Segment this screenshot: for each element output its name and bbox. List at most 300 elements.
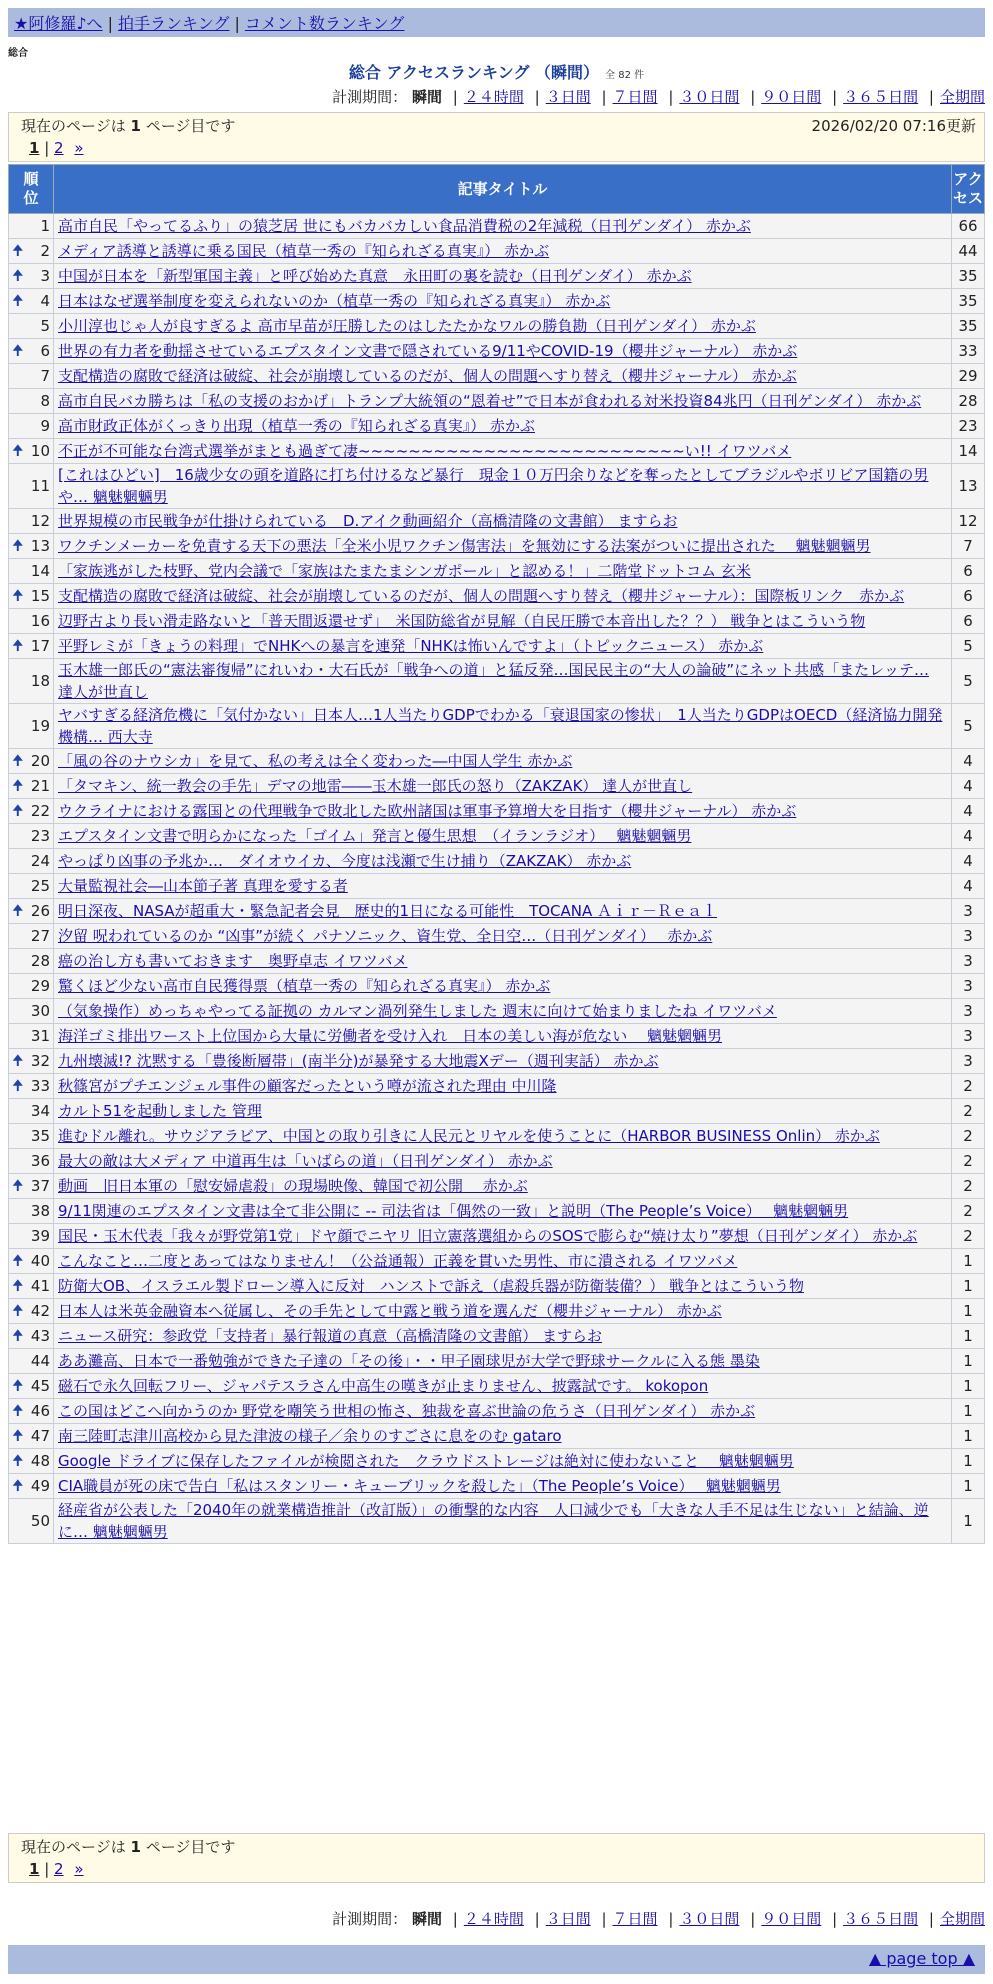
nav-link-clap-ranking[interactable]: 拍手ランキング	[117, 14, 230, 33]
title-cell	[54, 749, 952, 774]
table-row	[9, 239, 985, 264]
pager-page-2[interactable]: 2	[54, 139, 64, 157]
article-link[interactable]: 南三陸町志津川高校から見た津波の様子／余りのすごさに息をのむ gataro	[58, 1427, 562, 1445]
rank-cell	[9, 214, 54, 239]
access-count: 35	[952, 264, 985, 289]
title-cell	[54, 339, 952, 364]
article-link[interactable]: Google ドライブに保存したファイルが検閲された クラウドストレージは絶対に使わないこと 魑魅魍魎男	[58, 1452, 794, 1470]
rank-number: 41	[30, 1277, 50, 1295]
rank-number: 37	[30, 1177, 50, 1195]
rank-up-arrow-icon: 🠉	[12, 803, 24, 819]
period-link-30d[interactable]: ３０日間	[679, 88, 740, 106]
title-cell	[54, 704, 952, 749]
table-row	[9, 1124, 985, 1149]
title-cell	[54, 1499, 952, 1544]
access-count: 7	[952, 534, 985, 559]
access-count: 2	[952, 1149, 985, 1174]
table-row	[9, 464, 985, 509]
title-cell	[54, 389, 952, 414]
access-count: 35	[952, 314, 985, 339]
article-link[interactable]: 世界の有力者を動揺させているエプスタイン文書で隠されている9/11やCOVID-19（櫻井ジャーナル） 赤かぶ	[58, 342, 798, 360]
access-count: 3	[952, 1049, 985, 1074]
table-row	[9, 1049, 985, 1074]
title-cell	[54, 1424, 952, 1449]
nav-separator: |	[234, 14, 240, 33]
article-link[interactable]: 国民・玉木代表「我々が野党第1党」ドヤ顔でニヤリ 旧立憲落選組からのSOSで膨らむ“焼け太り”夢想（日刊ゲンダイ） 赤かぶ	[58, 1227, 918, 1245]
rank-cell	[9, 774, 54, 799]
table-row	[9, 999, 985, 1024]
table-row	[9, 1199, 985, 1224]
article-link[interactable]: カルト51を起動しました 管理	[58, 1102, 262, 1120]
rank-up-arrow-icon: 🠉	[12, 1278, 24, 1294]
article-link[interactable]: メディア誘導と誘導に乗る国民（植草一秀の『知られざる真実』） 赤かぶ	[58, 242, 550, 260]
rank-cell	[9, 289, 54, 314]
access-count: 5	[952, 659, 985, 704]
title-cell	[54, 1049, 952, 1074]
rank-number: 36	[30, 1152, 50, 1170]
rank-number: 35	[30, 1127, 50, 1145]
table-row	[9, 1224, 985, 1249]
period-link-7d[interactable]: ７日間	[612, 88, 658, 106]
title-cell	[54, 264, 952, 289]
article-link[interactable]: 「タマキン、統一教会の手先」デマの地雷――玉木雄一郎氏の怒り（ZAKZAK） 達人が世直し	[58, 777, 693, 795]
access-count: 1	[952, 1449, 985, 1474]
access-count: 4	[952, 849, 985, 874]
access-count: 3	[952, 899, 985, 924]
article-link[interactable]: こんなこと…二度とあってはなりません！（公益通報）正義を貫いた男性、市に潰される イワツバメ	[58, 1252, 738, 1270]
nav-separator: |	[107, 14, 113, 33]
title-cell	[54, 1324, 952, 1349]
rank-number: 27	[30, 927, 50, 945]
period-link-3d[interactable]: ３日間	[545, 1910, 591, 1928]
rank-number: 30	[30, 1002, 50, 1020]
rank-number: 1	[40, 217, 50, 235]
title-cell	[54, 1074, 952, 1099]
rank-cell	[9, 949, 54, 974]
rank-up-arrow-icon: 🠉	[12, 753, 24, 769]
table-row	[9, 634, 985, 659]
rank-cell	[9, 874, 54, 899]
access-count: 3	[952, 1024, 985, 1049]
rank-up-arrow-icon: 🠉	[12, 1478, 24, 1494]
title-cell	[54, 999, 952, 1024]
rank-up-arrow-icon: 🠉	[12, 268, 24, 284]
rank-up-arrow-icon: 🠉	[12, 1328, 24, 1344]
access-count: 1	[952, 1374, 985, 1399]
rank-number: 14	[30, 562, 50, 580]
rank-number: 25	[30, 877, 50, 895]
rank-cell	[9, 264, 54, 289]
article-link[interactable]: やっぱり凶事の予兆か… ダイオウイカ、今度は浅瀬で生け捕り（ZAKZAK） 赤かぶ	[58, 852, 632, 870]
table-row	[9, 1149, 985, 1174]
access-count: 1	[952, 1349, 985, 1374]
article-link[interactable]: エプスタイン文書で明らかになった「ゴイム」発言と優生思想 （イランラジオ） 魑魅魍魎男	[58, 827, 692, 845]
title-cell	[54, 1374, 952, 1399]
article-link[interactable]: 高市自民バカ勝ちは「私の支援のおかげ」トランプ大統領の“恩着せ”で日本が食われる対米投資84兆円（日刊ゲンダイ） 赤かぶ	[58, 392, 922, 410]
access-count: 66	[952, 214, 985, 239]
period-link-24h[interactable]: ２４時間	[463, 1910, 524, 1928]
table-row	[9, 1099, 985, 1124]
rank-number: 46	[30, 1402, 50, 1420]
article-link[interactable]: 海洋ゴミ排出ワースト上位国から大量に労働者を受け入れ 日本の美しい海が危ない 魑魅魍魎男	[58, 1027, 723, 1045]
article-link[interactable]: ヤバすぎる経済危機に「気付かない」日本人…1人当たりGDPでわかる「衰退国家の惨状」 1人当たりGDPはOECD（経済協力開発機構… 西大寺	[58, 706, 943, 746]
nav-link-comment-ranking[interactable]: コメント数ランキング	[244, 14, 405, 33]
article-link[interactable]: 汐留 呪われているのか “凶事”が続く パナソニック、資生党、全日空…（日刊ゲンダイ） 赤かぶ	[58, 927, 713, 945]
access-count: 1	[952, 1499, 985, 1544]
article-link[interactable]: 「風の谷のナウシカ」を見て、私の考えは全く変わった―中国人学生 赤かぶ	[58, 752, 573, 770]
access-count: 3	[952, 924, 985, 949]
access-count: 13	[952, 464, 985, 509]
rank-number: 43	[30, 1327, 50, 1345]
period-link-24h[interactable]: ２４時間	[463, 88, 524, 106]
table-row	[9, 289, 985, 314]
rank-cell	[9, 1274, 54, 1299]
article-link[interactable]: 防衛大OB、イスラエル製ドローン導入に反対 ハンストで訴え（虐殺兵器が防衛装備？） 戦争とはこういう物	[58, 1277, 804, 1295]
period-label: 計測期間：	[332, 88, 408, 106]
col-access: アクセス	[952, 165, 985, 214]
col-rank: 順位	[9, 165, 54, 214]
article-link[interactable]: 最大の敵は大メディア 中道再生は「いばらの道」（日刊ゲンダイ） 赤かぶ	[58, 1152, 553, 1170]
pager-next[interactable]: »	[74, 1860, 84, 1878]
title-cell	[54, 1449, 952, 1474]
title-cell	[54, 1174, 952, 1199]
table-row	[9, 874, 985, 899]
access-count: 4	[952, 874, 985, 899]
access-count: 1	[952, 1399, 985, 1424]
period-selector-bottom: 計測期間： 瞬間 | ２４時間 | ３日間 | ７日間 | ３０日間 | ９０日間 | ３６５日間 | 全期間	[332, 1910, 985, 1928]
table-row	[9, 314, 985, 339]
ranking-table	[8, 164, 985, 1544]
rank-number: 12	[30, 512, 50, 530]
breadcrumb: 総合	[8, 48, 28, 59]
title-cell	[54, 509, 952, 534]
article-link[interactable]: [これはひどい] 16歳少女の頭を道路に打ち付けるなど暴行 現金１０万円余りなどを奪ったとしてブラジルやボリビア国籍の男や… 魑魅魍魎男	[58, 466, 929, 506]
rank-up-arrow-icon: 🠉	[12, 293, 24, 309]
article-link[interactable]: 玉木雄一郎氏の“憲法審復帰”にれいわ・大石氏が「戦争への道」と猛反発…国民民主の“大人の論破”にネット共感「またレッテ… 達人が世直し	[58, 661, 929, 701]
article-link[interactable]: 動画 旧日本軍の「慰安婦虐殺」の現場映像、韓国で初公開 赤かぶ	[58, 1177, 528, 1195]
table-row	[9, 974, 985, 999]
table-row	[9, 899, 985, 924]
rank-cell	[9, 1399, 54, 1424]
access-count: 1	[952, 1324, 985, 1349]
rank-cell	[9, 1224, 54, 1249]
title-cell	[54, 1149, 952, 1174]
article-link[interactable]: ワクチンメーカーを免責する天下の悪法「全米小児ワクチン傷害法」を無効にする法案がついに提出された 魑魅魍魎男	[58, 537, 871, 555]
rank-cell	[9, 1174, 54, 1199]
rank-cell	[9, 609, 54, 634]
article-link[interactable]: この国はどこへ向かうのか 野党を嘲笑う世相の怖さ、独裁を喜ぶ世論の危うさ（日刊ゲンダイ） 赤かぶ	[58, 1402, 756, 1420]
rank-up-arrow-icon: 🠉	[12, 443, 24, 459]
access-count: 28	[952, 389, 985, 414]
article-link[interactable]: 中国が日本を「新型軍国主義」と呼び始めた真意 永田町の裏を読む（日刊ゲンダイ） 赤かぶ	[58, 267, 692, 285]
article-link[interactable]: 明日深夜、NASAが超重大・緊急記者会見 歴史的1日になる可能性 TOCANA Ａｉｒ－Ｒｅａｌ	[58, 902, 718, 920]
rank-up-arrow-icon: 🠉	[12, 1078, 24, 1094]
article-link[interactable]: 9/11関連のエプスタイン文書は全て非公開に -- 司法省は「偶然の一致」と説明（The People’s Voice） 魑魅魍魎男	[58, 1202, 849, 1220]
page-info-top: 現在のページは 1 ページ目です 2026/02/20 07:16更新 1 | 2 »	[8, 112, 985, 162]
article-link[interactable]: 支配構造の腐敗で経済は破綻、社会が崩壊しているのだが、個人の問題へすり替え（櫻井ジャーナル） 赤かぶ	[58, 367, 797, 385]
period-link-all[interactable]: 全期間	[939, 88, 985, 106]
rank-cell	[9, 389, 54, 414]
title-cell	[54, 1399, 952, 1424]
access-count: 6	[952, 609, 985, 634]
table-row	[9, 1299, 985, 1324]
rank-cell	[9, 659, 54, 704]
article-link[interactable]: CIA職員が死の床で告白「私はスタンリー・キューブリックを殺した」（The People’s Voice） 魑魅魍魎男	[58, 1477, 781, 1495]
table-row	[9, 1324, 985, 1349]
rank-cell	[9, 849, 54, 874]
rank-up-arrow-icon: 🠉	[12, 903, 24, 919]
title-cell	[54, 289, 952, 314]
rank-up-arrow-icon: 🠉	[12, 588, 24, 604]
article-link[interactable]: 高市財政正体がくっきり出現（植草一秀の『知られざる真実』） 赤かぶ	[58, 417, 535, 435]
rank-cell	[9, 634, 54, 659]
article-link[interactable]: 大量監視社会―山本節子著 真理を愛する者	[58, 877, 348, 895]
table-row	[9, 364, 985, 389]
rank-cell	[9, 559, 54, 584]
article-link[interactable]: 九州壊滅!? 沈黙する「豊後断層帯」(南半分)が暴発する大地震Xデー（週刊実話） 赤かぶ	[58, 1052, 659, 1070]
rank-cell	[9, 704, 54, 749]
title-cell	[54, 799, 952, 824]
rank-number: 10	[30, 442, 50, 460]
period-link-all[interactable]: 全期間	[939, 1910, 985, 1928]
col-title: 記事タイトル	[54, 165, 952, 214]
rank-up-arrow-icon: 🠉	[12, 1178, 24, 1194]
article-link[interactable]: 進むドル離れ。サウジアラビア、中国との取り引きに人民元とリヤルを使うことに（HARBOR BUSINESS Onlin） 赤かぶ	[58, 1127, 880, 1145]
title-cell	[54, 1299, 952, 1324]
article-link[interactable]: 癌の治し方も書いておきます 奥野卓志 イワツバメ	[58, 952, 408, 970]
pager-bottom: 1 | 2 »	[29, 1860, 84, 1878]
title-cell	[54, 584, 952, 609]
rank-number: 2	[40, 242, 50, 260]
period-link-365d[interactable]: ３６５日間	[843, 1910, 919, 1928]
article-link[interactable]: 磁石で永久回転フリー、ジャパテスラさん中高生の嘆きが止まりません、披露試です。 kokopon	[58, 1377, 709, 1395]
ranking-title: 総合 アクセスランキング （瞬間）	[348, 63, 600, 82]
rank-number: 40	[30, 1252, 50, 1270]
title-cell	[54, 559, 952, 584]
rank-cell	[9, 924, 54, 949]
table-row	[9, 1374, 985, 1399]
pager-page-2[interactable]: 2	[54, 1860, 64, 1878]
table-row	[9, 609, 985, 634]
rank-up-arrow-icon: 🠉	[12, 638, 24, 654]
rank-cell	[9, 799, 54, 824]
rank-cell	[9, 749, 54, 774]
rank-up-arrow-icon: 🠉	[12, 1053, 24, 1069]
access-count: 6	[952, 559, 985, 584]
pager-next[interactable]: »	[74, 139, 84, 157]
rank-number: 33	[30, 1077, 50, 1095]
rank-number: 49	[30, 1477, 50, 1495]
article-link[interactable]: 日本はなぜ選挙制度を変えられないのか（植草一秀の『知られざる真実』） 赤かぶ	[58, 292, 611, 310]
top-nav-bar	[8, 8, 985, 37]
article-link[interactable]: 日本人は米英金融資本へ従属し、その手先として中露と戦う道を選んだ（櫻井ジャーナル） 赤かぶ	[58, 1302, 722, 1320]
article-link[interactable]: （気象操作）めっちゃやってる証拠の カルマン渦列発生しました 週末に向けて始まりましたね イワツバメ	[58, 1002, 777, 1020]
access-count: 23	[952, 414, 985, 439]
title-cell	[54, 874, 952, 899]
access-count: 5	[952, 634, 985, 659]
rank-number: 8	[40, 392, 50, 410]
title-cell	[54, 1274, 952, 1299]
rank-cell	[9, 1424, 54, 1449]
rank-cell	[9, 1049, 54, 1074]
page-top-link[interactable]: ▲ page top ▲	[868, 1949, 975, 1968]
table-row	[9, 924, 985, 949]
period-current: 瞬間	[411, 88, 442, 106]
rank-number: 21	[30, 777, 50, 795]
rank-cell	[9, 1324, 54, 1349]
table-row	[9, 1474, 985, 1499]
title-cell	[54, 924, 952, 949]
rank-number: 44	[30, 1352, 50, 1370]
article-link[interactable]: 高市自民「やってるふり」の猿芝居 世にもバカバカしい食品消費税の2年減税（日刊ゲンダイ） 赤かぶ	[58, 217, 751, 235]
table-row	[9, 1274, 985, 1299]
access-count: 29	[952, 364, 985, 389]
updated-timestamp: 2026/02/20 07:16更新	[811, 117, 976, 135]
rank-number: 47	[30, 1427, 50, 1445]
rank-cell	[9, 1249, 54, 1274]
title-cell	[54, 1249, 952, 1274]
rank-number: 45	[30, 1377, 50, 1395]
table-row	[9, 774, 985, 799]
period-link-3d[interactable]: ３日間	[545, 88, 591, 106]
rank-cell	[9, 899, 54, 924]
table-row	[9, 799, 985, 824]
rank-cell	[9, 1199, 54, 1224]
period-link-7d[interactable]: ７日間	[612, 1910, 658, 1928]
access-count: 33	[952, 339, 985, 364]
rank-number: 3	[40, 267, 50, 285]
table-row	[9, 1174, 985, 1199]
article-link[interactable]: 経産省が公表した「2040年の就業構造推計（改訂版）」の衝撃的な内容 人口減少でも「大きな人手不足は生じない」と結論、逆に… 魑魅魍魎男	[58, 1501, 929, 1541]
rank-number: 42	[30, 1302, 50, 1320]
article-link[interactable]: 驚くほど少ない高市自民獲得票（植草一秀の『知られざる真実』） 赤かぶ	[58, 977, 551, 995]
page-title	[0, 60, 993, 83]
access-count: 2	[952, 1124, 985, 1149]
article-link[interactable]: 平野レミが「きょうの料理」でNHKへの暴言を連発「NHKは怖いんですよ」（トピックニュース） 赤かぶ	[58, 637, 764, 655]
period-link-90d[interactable]: ９０日間	[761, 88, 822, 106]
rank-number: 28	[30, 952, 50, 970]
access-count: 5	[952, 704, 985, 749]
period-link-365d[interactable]: ３６５日間	[843, 88, 919, 106]
rank-number: 48	[30, 1452, 50, 1470]
title-cell	[54, 414, 952, 439]
rank-cell	[9, 364, 54, 389]
access-count: 1	[952, 1299, 985, 1324]
rank-number: 5	[40, 317, 50, 335]
rank-up-arrow-icon: 🠉	[12, 538, 24, 554]
title-cell	[54, 239, 952, 264]
article-link[interactable]: ニュース研究：参政党「支持者」暴行報道の真意（高橋清隆の文書館） ますらお	[58, 1327, 603, 1345]
rank-cell	[9, 1124, 54, 1149]
article-link[interactable]: 世界規模の市民戦争が仕掛けられている D.アイク動画紹介（高橋清隆の文書館） ますらお	[58, 512, 678, 530]
article-link[interactable]: ああ灘高、日本で一番勉強ができた子達の「その後」・・甲子園球児が大学で野球サークルに入る態 墨染	[58, 1352, 760, 1370]
rank-number: 32	[30, 1052, 50, 1070]
table-row	[9, 1399, 985, 1424]
title-cell	[54, 1124, 952, 1149]
rank-number: 22	[30, 802, 50, 820]
access-count: 4	[952, 799, 985, 824]
table-row	[9, 214, 985, 239]
access-count: 1	[952, 1249, 985, 1274]
rank-number: 15	[30, 587, 50, 605]
rank-cell	[9, 974, 54, 999]
article-link[interactable]: 辺野古より長い滑走路ないと「普天間返還せず」 米国防総省が見解（自民圧勝で本音出した？？） 戦争とはこういう物	[58, 612, 866, 630]
rank-up-arrow-icon: 🠉	[12, 1453, 24, 1469]
period-link-90d[interactable]: ９０日間	[761, 1910, 822, 1928]
rank-cell	[9, 1074, 54, 1099]
table-row	[9, 414, 985, 439]
access-count: 6	[952, 584, 985, 609]
table-row	[9, 439, 985, 464]
rank-number: 29	[30, 977, 50, 995]
rank-number: 17	[30, 637, 50, 655]
title-cell	[54, 949, 952, 974]
rank-number: 11	[30, 477, 50, 495]
rank-number: 26	[30, 902, 50, 920]
access-count: 4	[952, 824, 985, 849]
pager: 1 | 2 »	[29, 139, 84, 157]
title-cell	[54, 1199, 952, 1224]
rank-cell	[9, 534, 54, 559]
title-cell	[54, 1224, 952, 1249]
page-info-bottom: 現在のページは 1 ページ目です 1 | 2 »	[8, 1833, 985, 1883]
period-selector-top: 計測期間： 瞬間 | ２４時間 | ３日間 | ７日間 | ３０日間 | ９０日間 | ３６５日間 | 全期間	[332, 88, 985, 106]
rank-up-arrow-icon: 🠉	[12, 778, 24, 794]
article-link[interactable]: ウクライナにおける露国との代理戦争で敗北した欧州諸国は軍事予算増大を目指す（櫻井ジャーナル） 赤かぶ	[58, 802, 797, 820]
title-cell	[54, 634, 952, 659]
title-cell	[54, 214, 952, 239]
rank-cell	[9, 584, 54, 609]
rank-number: 39	[30, 1227, 50, 1245]
access-count: 14	[952, 439, 985, 464]
table-row	[9, 704, 985, 749]
access-count: 12	[952, 509, 985, 534]
rank-number: 31	[30, 1027, 50, 1045]
pager-current: 1	[29, 139, 40, 157]
title-cell	[54, 364, 952, 389]
nav-link-asyura-home[interactable]: ★阿修羅♪へ	[14, 14, 103, 33]
rank-cell	[9, 314, 54, 339]
access-count: 3	[952, 949, 985, 974]
rank-cell	[9, 1349, 54, 1374]
rank-number: 4	[40, 292, 50, 310]
article-link[interactable]: 「家族逃がした枝野、党内会議で「家族はたまたまシンガポール」と認める！」二階堂ドットコム 玄米	[58, 562, 751, 580]
title-cell	[54, 1024, 952, 1049]
table-row	[9, 389, 985, 414]
table-row	[9, 509, 985, 534]
table-row	[9, 1499, 985, 1544]
rank-cell	[9, 1499, 54, 1544]
rank-up-arrow-icon: 🠉	[12, 1378, 24, 1394]
title-cell	[54, 849, 952, 874]
rank-cell	[9, 439, 54, 464]
rank-number: 23	[30, 827, 50, 845]
access-count: 1	[952, 1424, 985, 1449]
article-link[interactable]: 不正が不可能な台湾式選挙がまとも過ぎて凄~~~~~~~~~~~~~~~~~~~~~~~~~~い!! イワツバメ	[58, 442, 792, 460]
table-row	[9, 1424, 985, 1449]
access-count: 1	[952, 1274, 985, 1299]
table-row	[9, 264, 985, 289]
rank-number: 24	[30, 852, 50, 870]
title-cell	[54, 1349, 952, 1374]
article-link[interactable]: 小川淳也じゃ人が良すぎるよ 高市早苗が圧勝したのはしたたかなワルの勝負勘（日刊ゲンダイ） 赤かぶ	[58, 317, 756, 335]
access-count: 4	[952, 749, 985, 774]
period-link-30d[interactable]: ３０日間	[679, 1910, 740, 1928]
rank-cell	[9, 1099, 54, 1124]
article-link[interactable]: 秋篠宮がプチエンジェル事件の顧客だったという噂が流された理由 中川隆	[58, 1077, 557, 1095]
article-link[interactable]: 支配構造の腐敗で経済は破綻、社会が崩壊しているのだが、個人の問題へすり替え（櫻井ジャーナル）：国際板リンク 赤かぶ	[58, 587, 905, 605]
title-cell	[54, 1099, 952, 1124]
